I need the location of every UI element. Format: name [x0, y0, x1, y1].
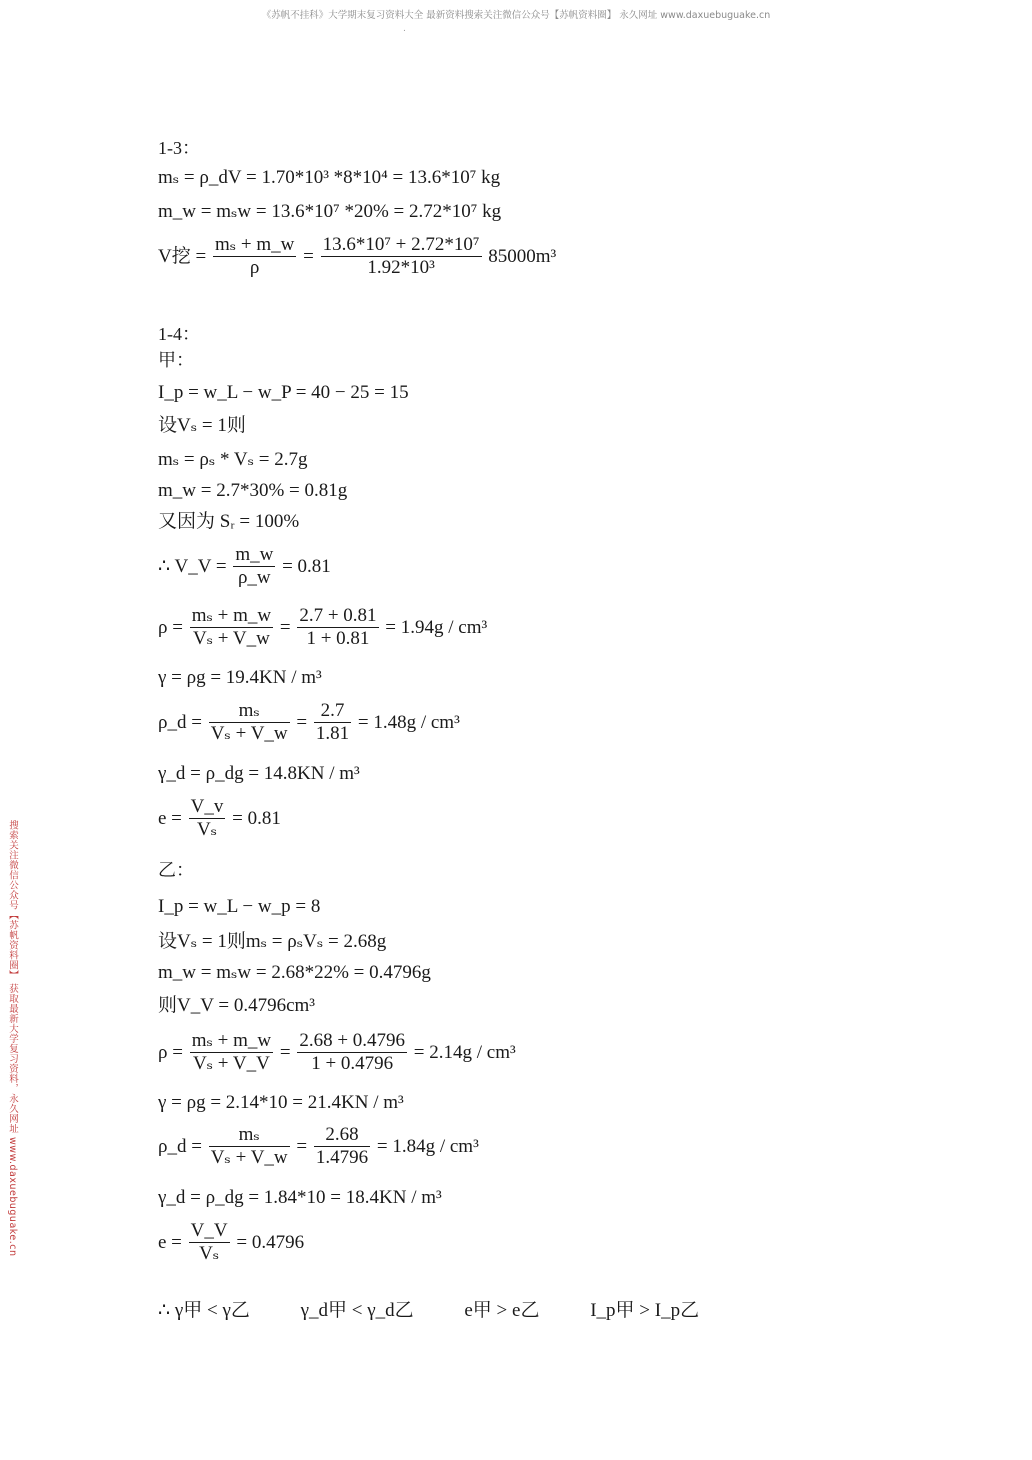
jia-label: 甲：	[158, 350, 194, 370]
conclusion-gamma: ∴ γ甲 < γ乙	[158, 1300, 250, 1321]
yi-eq-rhod	[158, 1124, 479, 1169]
conclusion-ip: I_p甲 > I_p乙	[590, 1300, 700, 1321]
fraction	[314, 700, 351, 745]
numerator: 2.68 + 0.4796	[299, 1030, 406, 1051]
eq-lhs: ρ =	[158, 1041, 183, 1063]
jia-eq-ip: I_p = w_L − w_P = 40 − 25 = 15	[158, 382, 409, 403]
denominator: 1 + 0.81	[297, 627, 378, 650]
numerator: 2.7	[320, 700, 345, 721]
denominator: Vₛ + V_w	[210, 1147, 288, 1168]
eq-rhs: = 0.4796	[236, 1231, 305, 1253]
numerator: mₛ + m_w	[191, 605, 272, 626]
jia-eq-gamma: γ = ρg = 19.4KN / m³	[158, 667, 322, 688]
fraction	[297, 1030, 407, 1075]
eq-sign: =	[279, 1041, 291, 1063]
numerator: mₛ + m_w	[191, 1030, 272, 1051]
header-dot: .	[403, 24, 406, 34]
denominator: Vₛ	[189, 1242, 230, 1265]
eq-lhs: e =	[158, 807, 182, 829]
section-1-4-label: 1-4：	[158, 324, 200, 344]
yi-eq-gammad: γ_d = ρ_dg = 1.84*10 = 18.4KN / m³	[158, 1187, 442, 1208]
jia-eq-rho	[158, 605, 487, 650]
yi-eq-vv: 则V_V = 0.4796cm³	[158, 995, 315, 1016]
numerator: V_V	[190, 1220, 228, 1241]
fraction	[321, 234, 482, 279]
denominator: 1.92*10³	[321, 256, 482, 279]
denominator: Vₛ + V_w	[210, 723, 288, 744]
jia-eq-gammad: γ_d = ρ_dg = 14.8KN / m³	[158, 763, 360, 784]
yi-eq-vs: 设Vₛ = 1则mₛ = ρₛVₛ = 2.68g	[158, 931, 387, 952]
eq-rhs: = 2.14g / cm³	[413, 1041, 516, 1063]
eq-sign: =	[296, 1135, 308, 1157]
fraction	[209, 700, 290, 745]
eq-1-3-volume	[158, 234, 556, 279]
conclusion-gamma-d: γ_d甲 < γ_d乙	[300, 1300, 414, 1321]
jia-eq-mw: m_w = 2.7*30% = 0.81g	[158, 480, 348, 501]
eq-rhs: = 0.81	[232, 807, 281, 829]
jia-eq-sr: 又因为 Sᵣ = 100%	[158, 511, 300, 532]
denominator: 1.4796	[315, 1147, 369, 1168]
eq-sign: =	[279, 616, 291, 638]
numerator: V_v	[190, 796, 224, 817]
jia-eq-vs: 设Vₛ = 1则	[158, 415, 246, 436]
eq-1-3-mw: m_w = mₛw = 13.6*10⁷ *20% = 2.72*10⁷ kg	[158, 201, 502, 222]
jia-eq-vv	[158, 544, 331, 589]
denominator: Vₛ	[189, 818, 226, 841]
denominator: 1 + 0.4796	[297, 1052, 407, 1075]
eq-rhs: 85000m³	[488, 245, 557, 267]
eq-lhs: ∴ V_V =	[158, 555, 227, 577]
denominator: Vₛ + V_w	[190, 627, 273, 650]
jia-eq-rhod	[158, 700, 460, 745]
fraction	[189, 1220, 230, 1265]
numerator: mₛ + m_w	[214, 234, 295, 255]
fraction	[190, 1030, 273, 1075]
fraction	[233, 544, 275, 589]
numerator: 2.68	[325, 1124, 359, 1145]
jia-eq-ms: mₛ = ρₛ * Vₛ = 2.7g	[158, 449, 308, 470]
numerator: mₛ	[238, 700, 260, 721]
eq-rhs: = 1.48g / cm³	[357, 711, 460, 733]
denominator: 1.81	[315, 723, 350, 744]
eq-lhs: V挖 =	[158, 245, 207, 267]
page-header: 《苏帆不挂科》大学期末复习资料大全 最新资料搜索关注微信公众号【苏帆资料圈】 永久网址 www.daxuebuguake.cn	[261, 10, 771, 21]
eq-lhs: ρ =	[158, 616, 183, 638]
eq-rhs: = 1.94g / cm³	[385, 616, 488, 638]
denominator: Vₛ + V_V	[190, 1052, 273, 1075]
side-watermark: 搜索关注微信公众号【苏帆资料圈】 获取最新大学复习资料，永久网址 www.daxuebuguake.cn	[7, 820, 18, 1257]
eq-sign: =	[296, 711, 308, 733]
conclusion-e: e甲 > e乙	[464, 1300, 540, 1321]
denominator: ρ	[213, 256, 296, 279]
fraction	[189, 796, 226, 841]
yi-eq-ip: I_p = w_L − w_p = 8	[158, 896, 321, 917]
eq-sign: =	[303, 245, 314, 267]
conclusion-line	[158, 1299, 699, 1323]
numerator: mₛ	[238, 1124, 260, 1145]
fraction	[297, 605, 378, 650]
fraction	[314, 1124, 370, 1169]
fraction	[209, 1124, 290, 1169]
numerator: m_w	[235, 544, 274, 565]
eq-lhs: ρ_d =	[158, 1135, 202, 1157]
jia-eq-e	[158, 796, 281, 841]
yi-eq-rho	[158, 1030, 516, 1075]
eq-1-3-ms: mₛ = ρ_dV = 1.70*10³ *8*10⁴ = 13.6*10⁷ kg	[158, 167, 501, 188]
eq-lhs: e =	[158, 1231, 182, 1253]
yi-eq-mw: m_w = mₛw = 2.68*22% = 0.4796g	[158, 962, 431, 983]
yi-label: 乙：	[158, 860, 194, 880]
fraction	[190, 605, 273, 650]
numerator: 2.7 + 0.81	[299, 605, 377, 626]
fraction	[213, 234, 296, 279]
section-1-3-label: 1-3：	[158, 138, 200, 158]
numerator: 13.6*10⁷ + 2.72*10⁷	[322, 234, 480, 255]
eq-lhs: ρ_d =	[158, 711, 202, 733]
denominator: ρ_w	[233, 566, 275, 589]
yi-eq-gamma: γ = ρg = 2.14*10 = 21.4KN / m³	[158, 1092, 404, 1113]
eq-rhs: = 0.81	[282, 555, 331, 577]
eq-rhs: = 1.84g / cm³	[376, 1135, 479, 1157]
yi-eq-e	[158, 1220, 304, 1265]
